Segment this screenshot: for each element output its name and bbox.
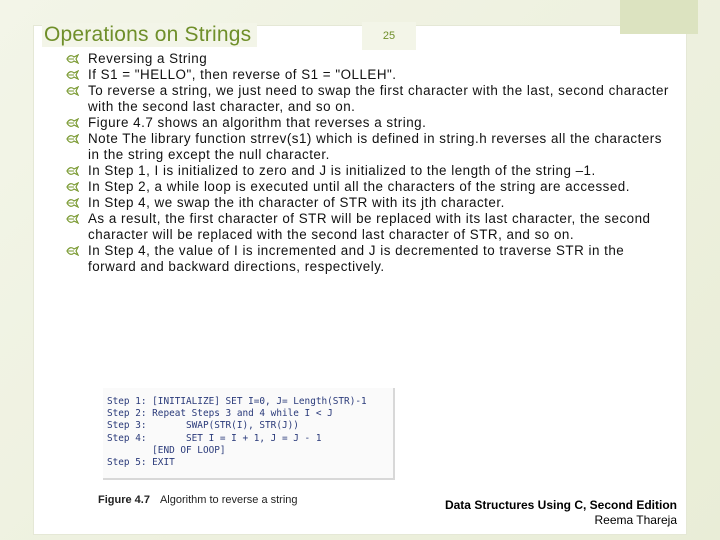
bullet-text: If S1 = "HELLO", then reverse of S1 = "OLLEH". [88, 67, 397, 82]
bullet-text: In Step 2, a while loop is executed until all the characters of the string are accessed. [88, 179, 630, 194]
bullet-text: To reverse a string, we just need to swap the first character with the last, second character with the second last character, and so on. [88, 83, 669, 114]
footer-book-title: Data Structures Using C, Second Edition [444, 498, 677, 512]
ribbon-leaf-icon [66, 243, 80, 259]
slide-title: Operations on Strings [42, 23, 257, 47]
code-line: Step 2: Repeat Steps 3 and 4 while I < J [107, 408, 333, 420]
code-line: Step 4: SET I = I + 1, J = J - 1 [107, 432, 322, 444]
bullet-text: Note The library function strrev(s1) which is defined in string.h reverses all the characters in the string except the null character. [88, 131, 662, 162]
bullet-text: As a result, the first character of STR will be replaced with its last character, the second character will be replaced with the second last character of STR, and so on. [88, 211, 651, 242]
ribbon-leaf-icon [66, 195, 80, 211]
footer-author: Reema Thareja [594, 513, 677, 527]
bullet-text: In Step 4, we swap the ith character of STR with its jth character. [88, 195, 505, 210]
code-line: [END OF LOOP] [107, 444, 226, 456]
figure-caption [98, 494, 298, 506]
bullet-text: In Step 4, the value of I is incremented and J is decremented to traverse STR in the forward and backward directions, respectively. [88, 243, 625, 274]
corner-decoration [620, 0, 698, 34]
bullet-text: Figure 4.7 shows an algorithm that reverses a string. [88, 115, 427, 130]
bullet-text: In Step 1, I is initialized to zero and J is initialized to the length of the string –1. [88, 163, 596, 178]
ribbon-leaf-icon [66, 51, 80, 67]
ribbon-leaf-icon [66, 131, 80, 147]
bullet-item [66, 163, 676, 179]
bullet-list [66, 51, 676, 275]
bullet-item [66, 115, 676, 131]
algorithm-figure [103, 388, 395, 480]
figure-label: Figure 4.7 [98, 494, 150, 506]
code-line: Step 3: SWAP(STR(I), STR(J)) [107, 420, 299, 432]
code-line: Step 5: EXIT [107, 457, 175, 469]
code-line: Step 1: [INITIALIZE] SET I=0, J= Length(STR)-1 [107, 396, 367, 407]
bullet-item [66, 179, 676, 195]
bullet-item [66, 51, 676, 67]
ribbon-leaf-icon [66, 179, 80, 195]
ribbon-leaf-icon [66, 115, 80, 131]
bullet-item [66, 195, 676, 211]
ribbon-leaf-icon [66, 67, 80, 83]
ribbon-leaf-icon [66, 163, 80, 179]
slide-number: 25 [362, 22, 416, 50]
ribbon-leaf-icon [66, 211, 80, 227]
bullet-item [66, 83, 676, 115]
bullet-item [66, 67, 676, 83]
bullet-item [66, 131, 676, 163]
figure-caption-text: Algorithm to reverse a string [159, 494, 298, 506]
bullet-item [66, 211, 676, 243]
ribbon-leaf-icon [66, 83, 80, 99]
bullet-text: Reversing a String [88, 51, 208, 66]
bullet-item [66, 243, 676, 275]
